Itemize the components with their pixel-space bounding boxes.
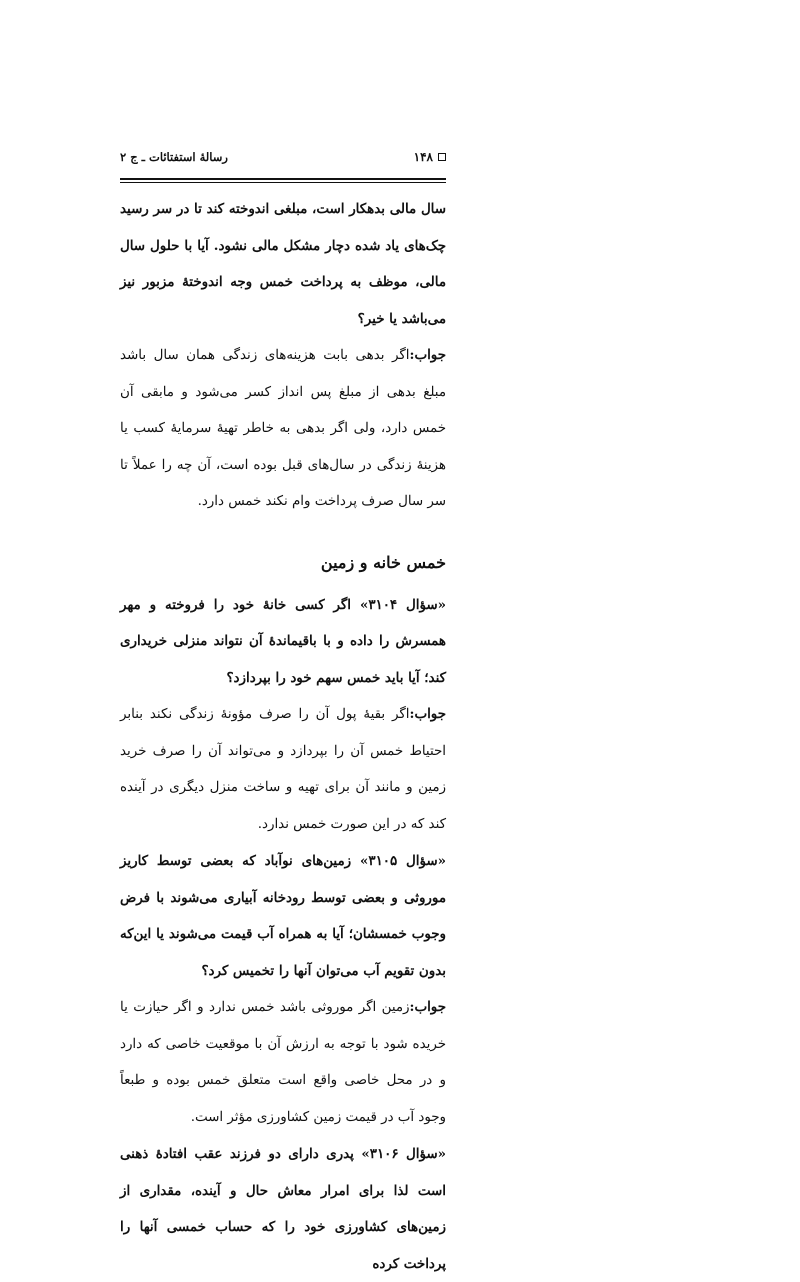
book-title: رسالهٔ استفتائات ـ ج ۲ — [120, 150, 228, 164]
question-label: «سؤال ۳۱۰۵» — [360, 853, 446, 869]
running-head — [120, 140, 446, 174]
question-paragraph — [120, 587, 446, 697]
square-bullet-icon — [438, 153, 446, 161]
question-paragraph — [120, 1136, 446, 1282]
question-continuation: سال مالی بدهکار است، مبلغی اندوخته کند تا در سر رسید چک‌های یاد شده دچار مشکل مالی نشود. آیا با حلول سال مالی، موظف به پرداخت خمس وجه اندوختهٔ مزبور نیز می‌باشد یا خیر؟ — [120, 201, 446, 327]
page-number-block — [414, 150, 446, 164]
question-label: «سؤال ۳۱۰۶» — [361, 1146, 447, 1162]
section-title: خمس خانه و زمین — [320, 552, 446, 572]
header-rule-thin — [120, 182, 446, 183]
question-text: اگر کسی خانهٔ خود را فروخته و مهر همسرش را داده و با باقیماندهٔ آن نتواند منزلی خریداری کند؛ آیا باید خمس سهم خود را بپردازد؟ — [120, 596, 446, 686]
answer-text: زمین اگر موروثی باشد خمس ندارد و اگر حیازت یا خریده شود با توجه به ارزش آن با موقعیت خاصی که دارد و در محل خاصی واقع است متعلق خمس بوده و طبعاً وجود آب در قیمت زمین کشاورزی مؤثر است. — [120, 1000, 446, 1125]
answer-label: جواب: — [409, 999, 446, 1015]
answer-label: جواب: — [409, 347, 446, 363]
answer-paragraph — [120, 696, 446, 843]
answer-paragraph — [120, 337, 446, 521]
answer-label: جواب: — [409, 706, 446, 722]
answer-text: اگر بدهی بابت هزینه‌های زندگی همان سال باشد مبلغ بدهی از مبلغ پس انداز کسر می‌شود و مابقی آن خمس دارد، ولی اگر بدهی به خاطر تهیهٔ سرمایهٔ کسب یا هزینهٔ زندگی در سال‌های قبل بوده است، آن چه را عملاً تا سر سال صرف پرداخت وام نکند خمس دارد. — [120, 348, 446, 509]
question-paragraph — [120, 843, 446, 989]
answer-text: اگر بقیهٔ پول آن را صرف مؤونهٔ زندگی نکند بنابر احتیاط خمس آن را بپردازد و می‌تواند آن را صرف خرید زمین و مانند آن برای تهیه و ساخت منزل دیگری در آینده کند که در این صورت خمس ندارد. — [120, 707, 446, 832]
header-rule-thick — [120, 178, 446, 180]
question-text: پدری دارای دو فرزند عقب افتادهٔ ذهنی است لذا برای امرار معاش حال و آینده، مقداری از زمین‌های کشاورزی خود را که حساب خمسی آنها را پرداخت کرده — [120, 1146, 446, 1272]
page-number: ۱۴۸ — [413, 150, 433, 164]
answer-paragraph — [120, 989, 446, 1136]
book-page — [120, 140, 447, 1272]
question-text: زمین‌های نوآباد که بعضی توسط کاریز موروثی و بعضی توسط رودخانه آبیاری می‌شوند با فرض وجوب خمسشان؛ آیا به همراه آب قیمت می‌شوند یا این‌که بدون تقویم آب می‌توان آنها را تخمیس کرد؟ — [120, 853, 446, 979]
question-label: «سؤال ۳۱۰۴» — [359, 596, 446, 613]
